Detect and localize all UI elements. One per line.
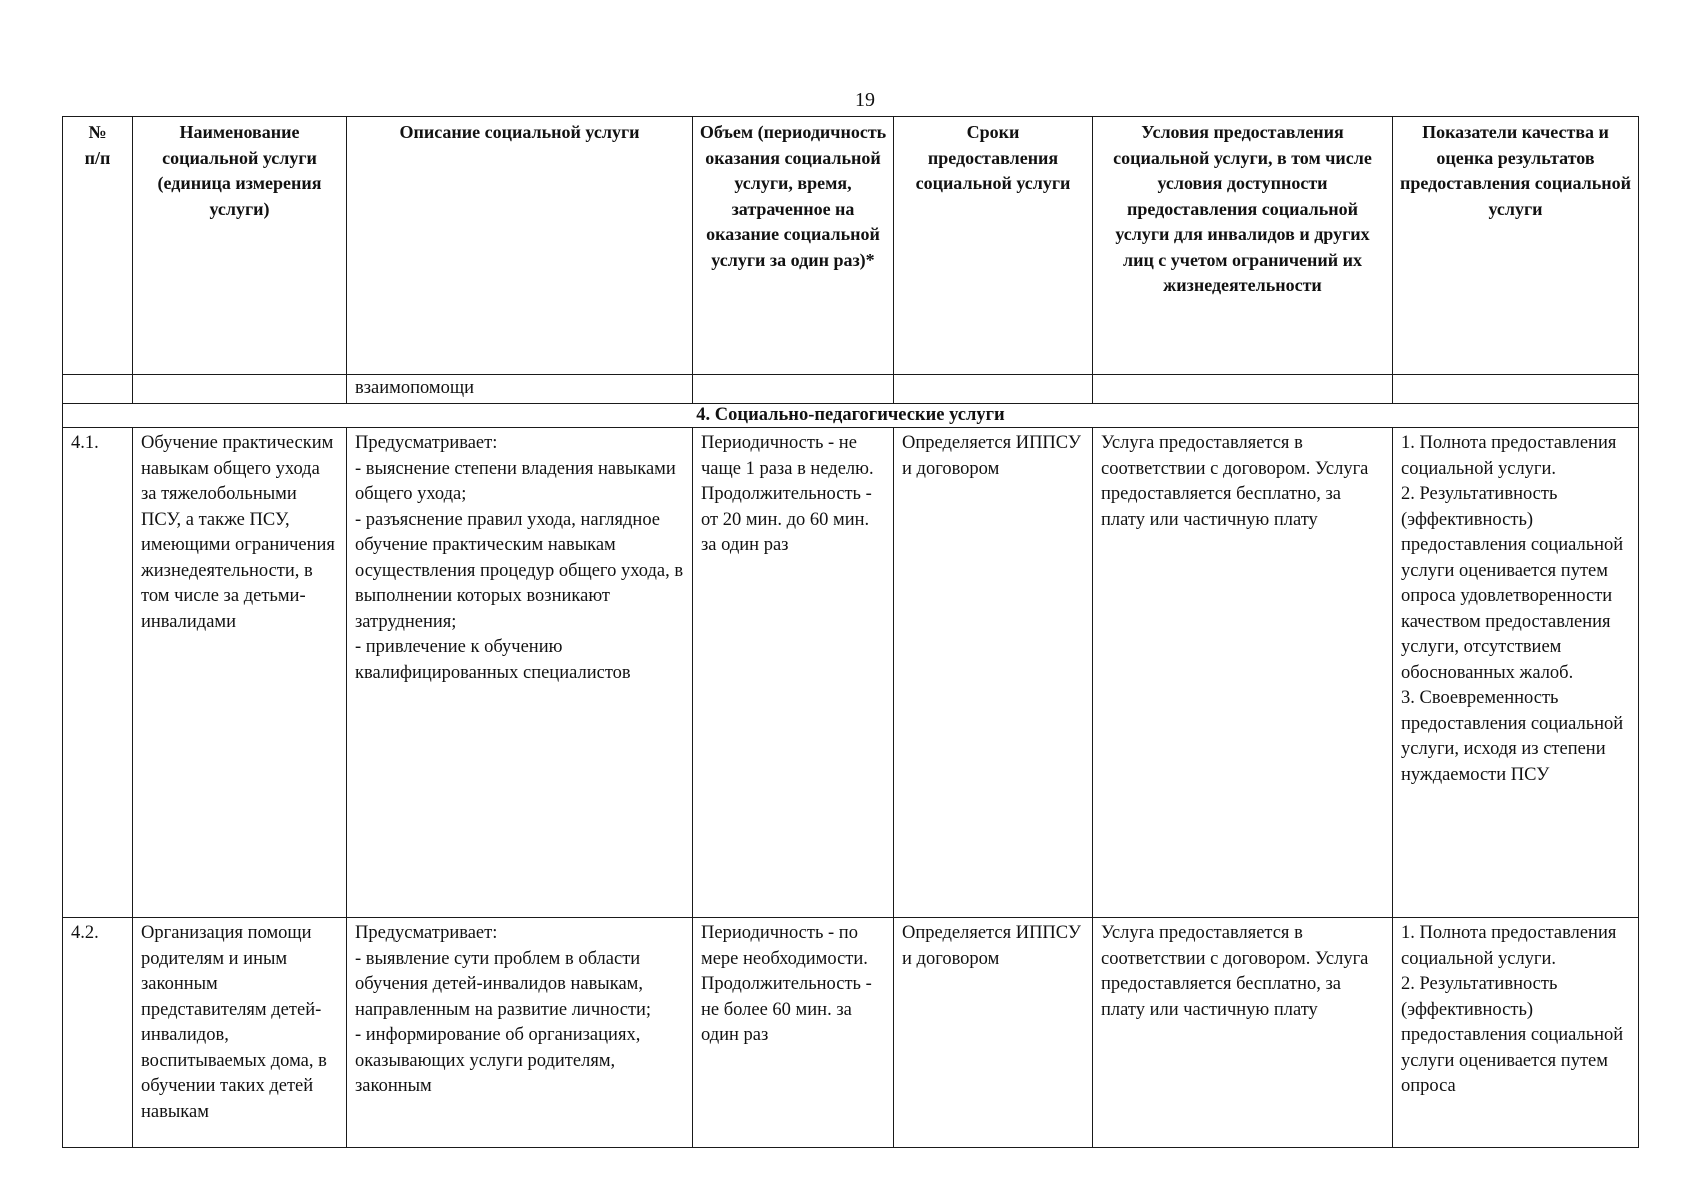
continuation-name-cell xyxy=(133,375,347,404)
row-service-terms: Определяется ИППСУ и договором xyxy=(894,428,1093,918)
section-row xyxy=(63,404,1639,428)
row-service-name: Обучение практическим навыкам общего ухода за тяжелобольными ПСУ, а также ПСУ, имеющими ограничения жизнедеятельности, в том числе за детьми-инвалидами xyxy=(133,428,347,918)
row-service-volume: Периодичность - не чаще 1 раза в неделю. Продолжительность - от 20 мин. до 60 мин. за один раз xyxy=(693,428,894,918)
social-services-table xyxy=(62,116,1639,1148)
header-quality-indicators: Показатели качества и оценка результатов предоставления социальной услуги xyxy=(1393,117,1639,375)
header-service-description: Описание социальной услуги xyxy=(347,117,693,375)
continuation-indicators-cell xyxy=(1393,375,1639,404)
row-service-conditions: Услуга предоставляется в соответствии с договором. Услуга предоставляется бесплатно, за плату или частичную плату xyxy=(1093,428,1393,918)
row-service-description: Предусматривает: - выяснение степени владения навыками общего ухода; - разъяснение правил ухода, наглядное обучение практическим навыкам осуществления процедур общего ухода, в выполнении которых возникают затруднения; - привлечение к обучению квалифицированных специалистов xyxy=(347,428,693,918)
continuation-row xyxy=(63,375,1639,404)
table-header-row xyxy=(63,117,1639,375)
row-quality-indicators: 1. Полнота предоставления социальной услуги. 2. Результативность (эффективность) предоставления социальной услуги оценивается путем опроса xyxy=(1393,918,1639,1148)
continuation-description-cell: взаимопомощи xyxy=(347,375,693,404)
header-service-conditions: Условия предоставления социальной услуги, в том числе условия доступности предоставления социальной услуги для инвалидов и других лиц с учетом ограничений их жизнедеятельности xyxy=(1093,117,1393,375)
row-service-volume: Периодичность - по мере необходимости. Продолжительность - не более 60 мин. за один раз xyxy=(693,918,894,1148)
row-service-description: Предусматривает: - выявление сути проблем в области обучения детей-инвалидов навыкам, направленным на развитие личности; - информирование об организациях, оказывающих услуги родителям, законным xyxy=(347,918,693,1148)
page-number: 19 xyxy=(855,89,875,111)
continuation-volume-cell xyxy=(693,375,894,404)
row-number: 4.2. xyxy=(63,918,133,1148)
header-service-volume: Объем (периодичность оказания социальной услуги, время, затраченное на оказание социальной услуги за один раз)* xyxy=(693,117,894,375)
header-service-name: Наименование социальной услуги (единица измерения услуги) xyxy=(133,117,347,375)
row-service-conditions: Услуга предоставляется в соответствии с договором. Услуга предоставляется бесплатно, за плату или частичную плату xyxy=(1093,918,1393,1148)
row-quality-indicators: 1. Полнота предоставления социальной услуги. 2. Результативность (эффективность) предоставления социальной услуги оценивается путем опроса удовлетворенности качеством предоставления услуги, отсутствием обоснованных жалоб. 3. Своевременность предоставления социальной услуги, исходя из степени нуждаемости ПСУ xyxy=(1393,428,1639,918)
continuation-conditions-cell xyxy=(1093,375,1393,404)
section-title: 4. Социально-педагогические услуги xyxy=(63,404,1639,428)
row-service-name: Организация помощи родителям и иным законным представителям детей-инвалидов, воспитываемых дома, в обучении таких детей навыкам xyxy=(133,918,347,1148)
continuation-num-cell xyxy=(63,375,133,404)
table-row xyxy=(63,428,1639,918)
row-number: 4.1. xyxy=(63,428,133,918)
row-service-terms: Определяется ИППСУ и договором xyxy=(894,918,1093,1148)
table-row xyxy=(63,918,1639,1148)
header-number: № п/п xyxy=(63,117,133,375)
header-service-terms: Сроки предоставления социальной услуги xyxy=(894,117,1093,375)
continuation-terms-cell xyxy=(894,375,1093,404)
